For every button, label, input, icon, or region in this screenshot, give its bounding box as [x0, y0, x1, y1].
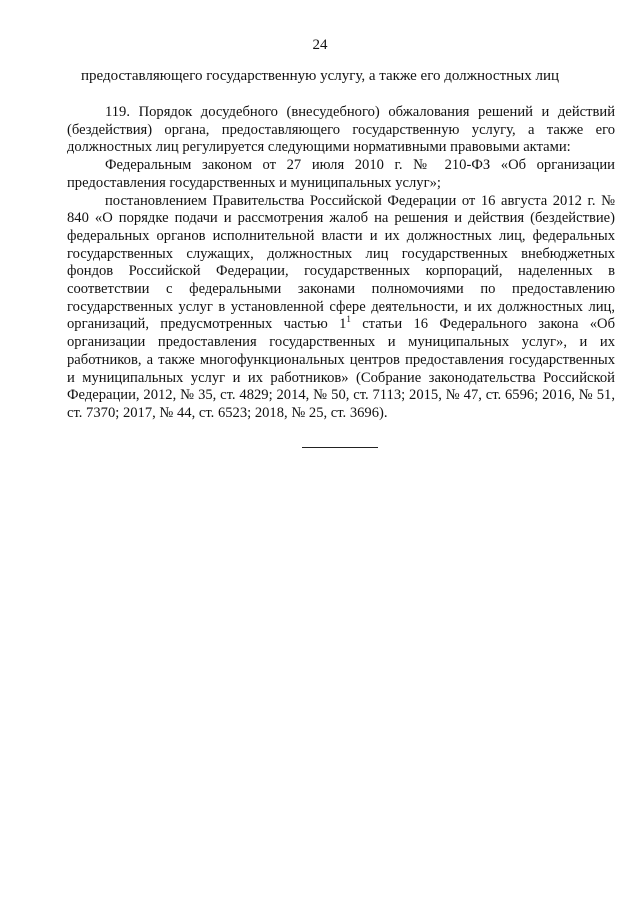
decree-text-start: постановлением Правительства Российской Федерации от 16 августа 2012 г. № 840 «О порядке подачи и рассмотрения жалоб на решения и действия (бездействие) федеральных органов исполнительной власти и их должностных лиц, федеральных государственных служащих, должностных лиц государственных внебюджетных фондов Российской Федерации, государственных корпораций, наделенных в соответствии с федеральными законами полномочиями по предоставлению государственных услуг в установленной сфере деятельности, и их должностных лиц, организаций, предусмотренных частью 1	[67, 192, 615, 333]
paragraph-government-decree	[67, 193, 615, 423]
superscript-part-number: 1	[346, 314, 351, 325]
paragraph-119: 119. Порядок досудебного (внесудебного) обжалования решений и действий (бездействия) органа, предоставляющего государственную услугу, а также его должностных лиц регулируется следующими нормативными правовыми актами:	[67, 104, 615, 156]
page-number: 24	[312, 37, 328, 53]
end-separator-line	[302, 447, 378, 448]
section-title: предоставляющего государственную услугу, а также его должностных лиц	[80, 68, 560, 84]
decree-text-end: статьи 16 Федерального закона «Об организации предоставления государственных и муниципальных услуг», и их работников, а также многофункциональных центров предоставления государственных и муниципальных услуг и их работников» (Собрание законодательства Российской Федерации, 2012, № 35, ст. 4829; 2014, № 50, ст. 7113; 2015, № 47, ст. 6596; 2016, № 51, ст. 7370; 2017, № 44, ст. 6523; 2018, № 25, ст. 3696).	[67, 316, 615, 421]
paragraph-federal-law: Федеральным законом от 27 июля 2010 г. № 210-ФЗ «Об организации предоставления государственных и муниципальных услуг»;	[67, 157, 615, 191]
document-body	[67, 104, 615, 423]
